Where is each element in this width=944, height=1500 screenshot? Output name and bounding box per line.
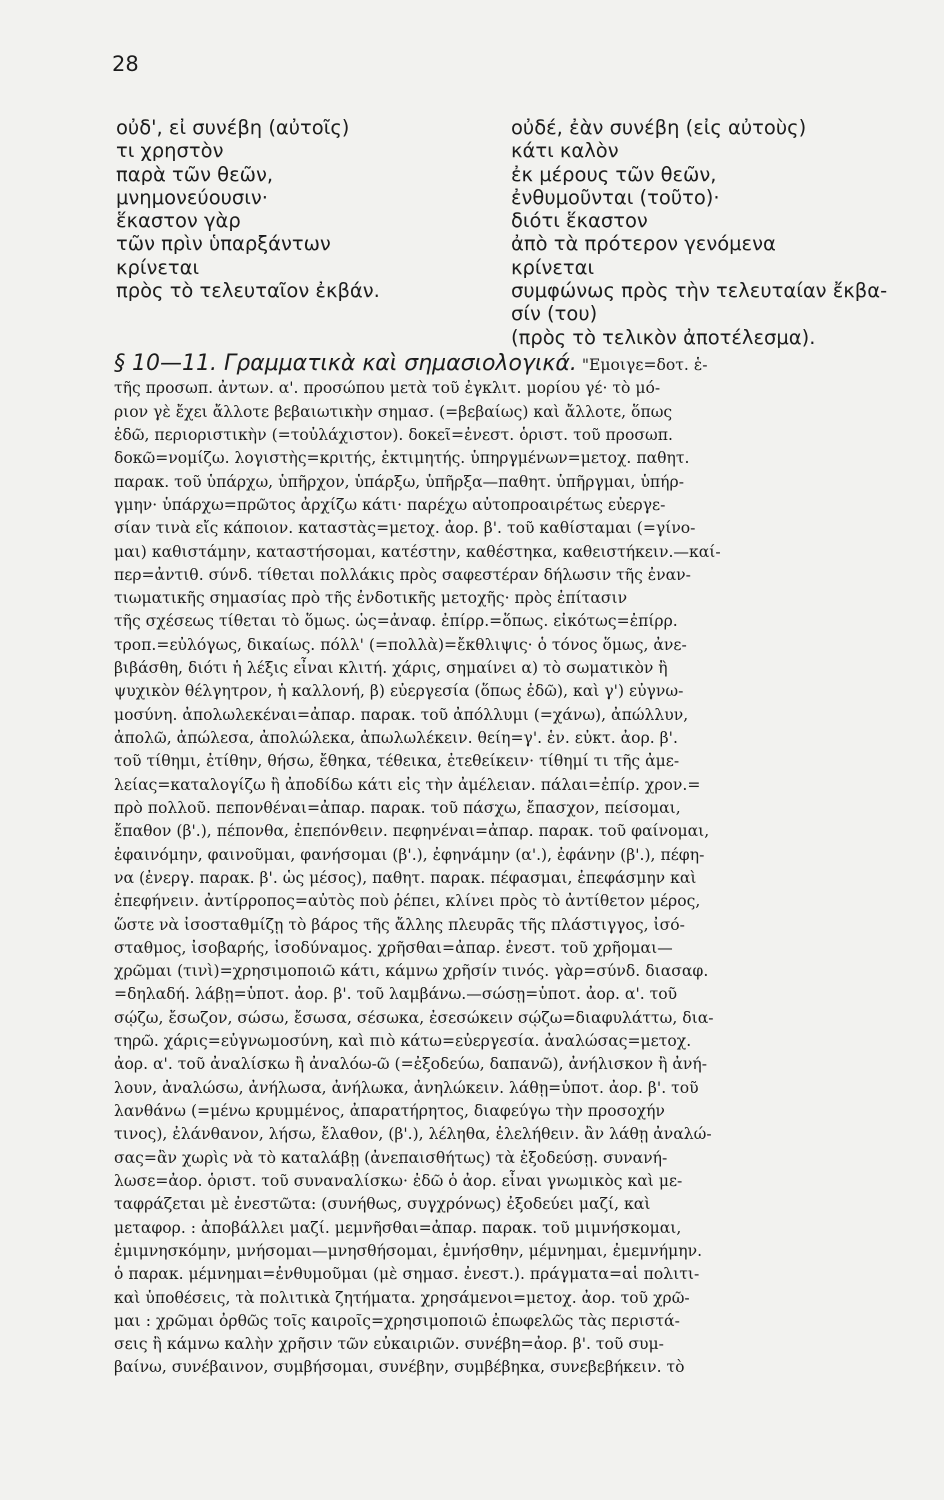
translation-line: διότι ἕκαστον bbox=[511, 209, 648, 233]
original-line: τῶν πρὶν ὑπαρξάντων bbox=[116, 232, 331, 256]
commentary-line: σίαν τινὰ εἴς κάποιον. καταστὰς=μετοχ. ἀορ. β'. τοῦ καθίσταμαι (=γίνο- bbox=[114, 519, 696, 538]
commentary-line: γμην· ὑπάρχω=πρῶτος ἀρχίζω κάτι· παρέχω αὐτοπροαιρέτως εὐεργε- bbox=[114, 495, 666, 514]
commentary-line: τῆς προσωπ. ἀντων. α'. προσώπου μετὰ τοῦ ἐγκλιτ. μορίου γέ· τὸ μό- bbox=[114, 379, 661, 398]
commentary-line: να (ἐνεργ. παρακ. β'. ὡς μέσος), παθητ. παρακ. πέφασμαι, ἐπεφάσμην καὶ bbox=[114, 868, 697, 887]
original-text-column bbox=[116, 116, 511, 349]
commentary-line: τροπ.=εὐλόγως, δικαίως. πόλλ' (=πολλὰ)=ἔκθλιψις· ὁ τόνος ὅμως, ἀνε- bbox=[114, 635, 687, 654]
commentary-line: σῴζω, ἔσωζον, σώσω, ἔσωσα, σέσωκα, ἐσεσώκειν σῴζω=διαφυλάττω, δια- bbox=[114, 1008, 714, 1027]
commentary-line: ὁ παρακ. μέμνημαι=ἐνθυμοῦμαι (μὲ σημασ. ἐνεστ.). πράγματα=αἱ πολιτι- bbox=[114, 1265, 700, 1284]
translation-column bbox=[511, 116, 926, 349]
commentary-line: ἐφαινόμην, φαινοῦμαι, φανήσομαι (β'.), ἐφηνάμην (α'.), ἐφάνην (β'.), πέφη- bbox=[114, 845, 705, 864]
translation-line: ἐκ μέρους τῶν θεῶν, bbox=[511, 162, 717, 186]
commentary-line: μαι : χρῶμαι ὀρθῶς τοῖς καιροῖς=χρησιμοποιῶ ἐπωφελῶς τὰς περιστά- bbox=[114, 1311, 680, 1330]
commentary-line: μεταφορ. : ἀποβάλλει μαζί. μεμνῆσθαι=ἀπαρ. παρακ. τοῦ μιμνήσκομαι, bbox=[114, 1218, 682, 1237]
translation-line: ἀπὸ τὰ πρότερον γενόμενα bbox=[511, 232, 776, 256]
translation-line: (πρὸς τὸ τελικὸν ἀποτέλεσμα). bbox=[511, 325, 816, 349]
commentary-line: περ=ἀντιθ. σύνδ. τίθεται πολλάκις πρὸς σαφεστέραν δήλωσιν τῆς ἐναν- bbox=[114, 565, 691, 584]
translation-line: ἐνθυμοῦνται (τοῦτο)· bbox=[511, 185, 720, 209]
commentary-line: βιβάσθη, διότι ἡ λέξις εἶναι κλιτή. χάρις, σημαίνει α) τὸ σωματικὸν ἢ bbox=[114, 659, 668, 678]
translation-line: οὐδέ, ἐὰν συνέβη (εἰς αὐτοὺς) bbox=[511, 116, 807, 139]
section-heading: § 10—11. Γραμματικὰ καὶ σημασιολογικά. bbox=[114, 352, 577, 376]
commentary-line: ἀπολῶ, ἀπώλεσα, ἀπολώλεκα, ἀπωλωλέκειν. θείη=γ'. ἑν. εὐκτ. ἀορ. β'. bbox=[114, 729, 678, 747]
commentary-line: ἐδῶ, περιοριστικὴν (=τοὐλάχιστον). δοκεῖ=ἐνεστ. ὁριστ. τοῦ προσωπ. bbox=[114, 425, 673, 444]
commentary-line: τοῦ τίθημι, ἐτίθην, θήσω, ἔθηκα, τέθεικα, ἐτεθείκειν· τίθημί τι τῆς ἀμε- bbox=[114, 752, 680, 771]
commentary-line: ὥστε νὰ ἰσοσταθμίζῃ τὸ βάρος τῆς ἄλλης πλευρᾶς τῆς πλάστιγγος, ἰσό- bbox=[114, 915, 685, 934]
translation-line: σίν (του) bbox=[511, 302, 598, 326]
original-line: ἕκαστον γὰρ bbox=[116, 209, 241, 233]
original-line: τι χρηστὸν bbox=[116, 139, 224, 163]
commentary-line: ριον γὲ ἔχει ἄλλοτε βεβαιωτικὴν σημασ. (=βεβαίως) καὶ ἄλλοτε, ὅπως bbox=[114, 402, 673, 421]
commentary-line: τῆς σχέσεως τίθεται τὸ ὅμως. ὡς=ἀναφ. ἐπίρρ.=ὅπως. εἰκότως=ἐπίρρ. bbox=[114, 612, 678, 631]
commentary-line: ταφράζεται μὲ ἐνεστῶτα: (συνήθως, συγχρόνως) ἐξοδεύει μαζί, καὶ bbox=[114, 1195, 651, 1214]
commentary-line: σεις ἢ κάμνω καλὴν χρῆσιν τῶν εὐκαιριῶν. συνέβη=ἀορ. β'. τοῦ συμ- bbox=[114, 1335, 664, 1354]
original-line: κρίνεται bbox=[116, 255, 200, 279]
original-line: μνημονεύουσιν· bbox=[116, 185, 268, 209]
commentary-line: καὶ ὑποθέσεις, τὰ πολιτικὰ ζητήματα. χρησάμενοι=μετοχ. ἀορ. τοῦ χρῶ- bbox=[114, 1288, 690, 1307]
commentary-line: τιωματικῆς σημασίας πρὸ τῆς ἐνδοτικῆς μετοχῆς· πρὸς ἐπίτασιν bbox=[114, 589, 628, 608]
commentary-line: πρὸ πολλοῦ. πεπονθέναι=ἀπαρ. παρακ. τοῦ πάσχω, ἔπασχον, πείσομαι, bbox=[114, 798, 681, 817]
commentary-line: ἔπαθον (β'.), πέπονθα, ἐπεπόνθειν. πεφηνέναι=ἀπαρ. παρακ. τοῦ φαίνομαι, bbox=[114, 822, 710, 841]
original-line: πρὸς τὸ τελευταῖον ἐκβάν. bbox=[116, 279, 380, 303]
commentary-line: σταθμος, ἰσοβαρής, ἰσοδύναμος. χρῆσθαι=ἀπαρ. ἐνεστ. τοῦ χρῆομαι— bbox=[114, 938, 673, 957]
commentary-line: τινος), ἐλάνθανον, λήσω, ἔλαθον, (β'.), λέληθα, ἐλελήθειν. ἂν λάθῃ ἀναλώ- bbox=[114, 1125, 712, 1144]
commentary-line: ἐμιμνησκόμην, μνήσομαι—μνησθήσομαι, ἐμνήσθην, μέμνημαι, ἐμεμνήμην. bbox=[114, 1241, 703, 1260]
commentary-line: δοκῶ=νομίζω. λογιστὴς=κριτής, ἐκτιμητής. ὑπηργμένων=μετοχ. παθητ. bbox=[114, 449, 690, 468]
commentary-line: τηρῶ. χάρις=εὐγνωμοσύνη, καὶ πιὸ κάτω=εὐεργεσία. ἀναλώσας=μετοχ. bbox=[114, 1032, 692, 1051]
translation-line: κρίνεται bbox=[511, 255, 595, 279]
commentary-first-line bbox=[114, 352, 922, 377]
commentary-line: σας=ἂν χωρὶς νὰ τὸ καταλάβῃ (ἀνεπαισθήτως) τὰ ἐξοδεύσῃ. συνανή- bbox=[114, 1148, 668, 1167]
commentary-line: ἀορ. α'. τοῦ ἀναλίσκω ἢ ἀναλόω-ῶ (=ἐξοδεύω, δαπανῶ), ἀνήλισκον ἢ ἀνή- bbox=[114, 1055, 707, 1074]
commentary-line: βαίνω, συνέβαινον, συμβήσομαι, συνέβην, συμβέβηκα, συνεβεβήκειν. τὸ bbox=[114, 1358, 685, 1377]
commentary-line: λουν, ἀναλώσω, ἀνήλωσα, ἀνήλωκα, ἀνηλώκειν. λάθῃ=ὑποτ. ἀορ. β'. τοῦ bbox=[114, 1078, 699, 1097]
commentary-line: ψυχικὸν θέλγητρον, ἡ καλλονή, β) εὐεργεσία (ὅπως ἐδῶ), καὶ γ') εὐγνω- bbox=[114, 682, 684, 701]
page-number: 28 bbox=[112, 52, 139, 76]
commentary-line: =δηλαδή. λάβῃ=ὑποτ. ἀορ. β'. τοῦ λαμβάνω.—σώσῃ=ὑποτ. ἀορ. α'. τοῦ bbox=[114, 985, 678, 1004]
original-line: παρὰ τῶν θεῶν, bbox=[116, 162, 274, 186]
commentary-text: "Εμοιγε=δοτ. ἑ- bbox=[576, 356, 708, 374]
commentary-line: χρῶμαι (τινὶ)=χρησιμοποιῶ κάτι, κάμνω χρῆσίν τινός. γὰρ=σύνδ. διασαφ. bbox=[114, 962, 709, 981]
verse-translation-columns bbox=[116, 116, 926, 349]
commentary-line: παρακ. τοῦ ὑπάρχω, ὑπῆρχον, ὑπάρξω, ὑπῆρξα—παθητ. ὑπῆργμαι, ὑπήρ- bbox=[114, 472, 684, 491]
commentary-line: ἐπεφήνειν. ἀντίρροπος=αὐτὸς ποὺ ῥέπει, κλίνει πρὸς τὸ ἀντίθετον μέρος, bbox=[114, 892, 701, 911]
grammatical-commentary bbox=[114, 352, 922, 1380]
commentary-line: μοσύνη. ἀπολωλεκέναι=ἀπαρ. παρακ. τοῦ ἀπόλλυμι (=χάνω), ἀπώλλυν, bbox=[114, 705, 689, 724]
commentary-lines bbox=[114, 377, 922, 1379]
commentary-line: λανθάνω (=μένω κρυμμένος, ἀπαρατήρητος, διαφεύγω τὴν προσοχήν bbox=[114, 1102, 665, 1120]
translation-line: κάτι καλὸν bbox=[511, 139, 619, 163]
commentary-line: λωσε=ἀορ. ὁριστ. τοῦ συναναλίσκω· ἐδῶ ὁ ἀορ. εἶναι γνωμικὸς καὶ με- bbox=[114, 1171, 683, 1190]
translation-line: συμφώνως πρὸς τὴν τελευταίαν ἔκβα- bbox=[511, 279, 888, 303]
original-line: οὐδ', εἰ συνέβη (αὐτοῖς) bbox=[116, 116, 350, 139]
commentary-line: μαι) καθιστάμην, καταστήσομαι, κατέστην, καθέστηκα, καθειστήκειν.—καί- bbox=[114, 542, 721, 561]
commentary-line: λείας=καταλογίζω ἢ ἀποδίδω κάτι εἰς τὴν ἀμέλειαν. πάλαι=ἐπίρ. χρον.= bbox=[114, 775, 701, 794]
